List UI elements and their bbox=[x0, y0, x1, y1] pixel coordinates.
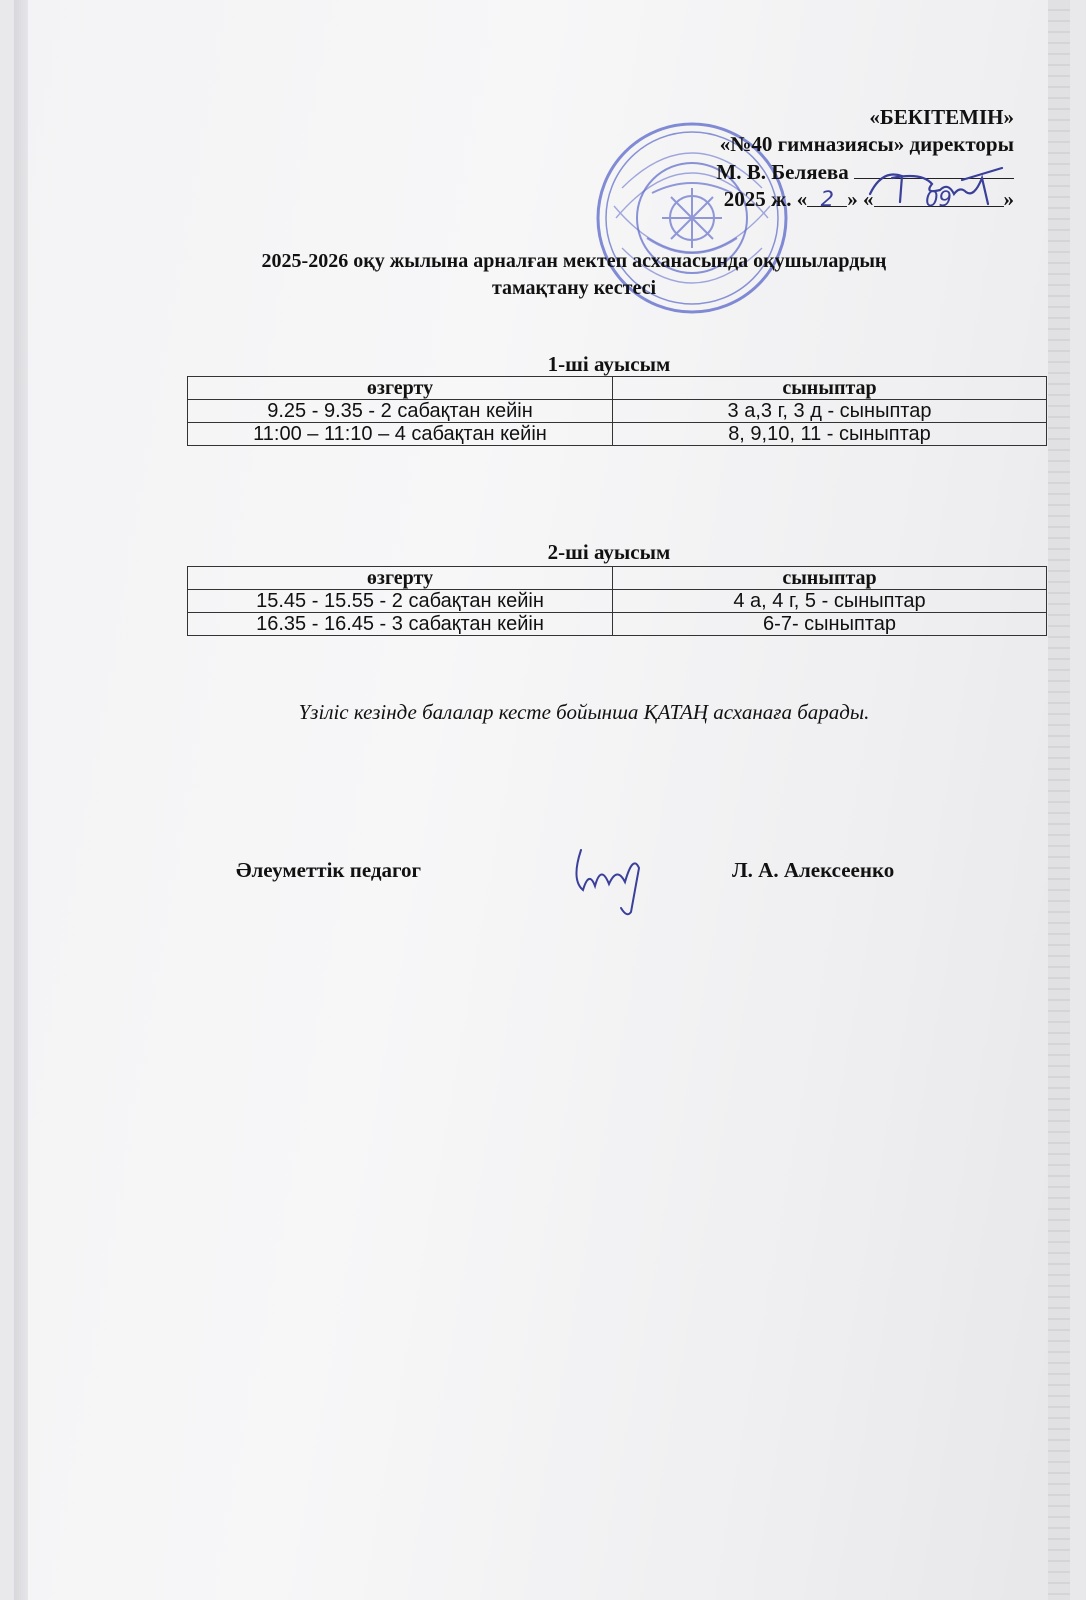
cell-classes: 4 а, 4 г, 5 - сыныптар bbox=[613, 590, 1047, 613]
date-month: 09 bbox=[874, 186, 1004, 207]
cell-time: 9.25 - 9.35 - 2 сабақтан кейін bbox=[188, 400, 613, 423]
director-signature bbox=[862, 164, 1012, 214]
document-title bbox=[134, 248, 1014, 302]
cell-classes: 3 а,3 г, 3 д - сыныптар bbox=[613, 400, 1047, 423]
shift2-table bbox=[187, 566, 1047, 636]
shift1-title: 1-ші ауысым bbox=[547, 352, 671, 376]
page-edge-left bbox=[14, 0, 28, 1600]
table-header-row bbox=[188, 567, 1047, 590]
cell-time: 11:00 – 11:10 – 4 сабақтан кейін bbox=[188, 423, 613, 446]
date-mid: » « bbox=[847, 187, 874, 211]
cell-classes: 6-7- сыныптар bbox=[613, 613, 1047, 636]
cell-time: 15.45 - 15.55 - 2 сабақтан кейін bbox=[188, 590, 613, 613]
title-line-2: тамақтану кестесі bbox=[491, 277, 657, 299]
header-classes: сыныптар bbox=[613, 377, 1047, 400]
header-time: өзгерту bbox=[188, 567, 613, 590]
pedagog-signature bbox=[569, 840, 659, 920]
shift1-table bbox=[187, 376, 1047, 446]
table-row bbox=[188, 400, 1047, 423]
footer-name: Л. А. Алексеенко bbox=[732, 858, 895, 882]
document-page bbox=[14, 0, 1070, 1600]
table-row bbox=[188, 613, 1047, 636]
footer-role: Әлеуметтік педагог bbox=[236, 858, 422, 882]
title-line-1: 2025-2026 оқу жылына арналған мектеп асханасында оқушылардың bbox=[261, 250, 887, 272]
date-prefix: 2025 ж. « bbox=[723, 187, 808, 211]
cell-time: 16.35 - 16.45 - 3 сабақтан кейін bbox=[188, 613, 613, 636]
approval-heading: «БЕКІТЕМІН» bbox=[869, 105, 1014, 129]
cell-classes: 8, 9,10, 11 - сыныптар bbox=[613, 423, 1047, 446]
table-row bbox=[188, 423, 1047, 446]
table-row bbox=[188, 590, 1047, 613]
page-edge-right bbox=[1048, 0, 1070, 1600]
date-day: 2 bbox=[807, 186, 847, 207]
cafeteria-note: Үзіліс кезінде балалар кесте бойынша ҚАТАҢ асханаға барады. bbox=[298, 700, 870, 724]
approval-position: «№40 гимназиясы» директоры bbox=[719, 132, 1014, 156]
shift2-title: 2-ші ауысым bbox=[547, 540, 671, 564]
header-time: өзгерту bbox=[188, 377, 613, 400]
header-classes: сыныптар bbox=[613, 567, 1047, 590]
table-header-row bbox=[188, 377, 1047, 400]
date-suffix: » bbox=[1003, 187, 1014, 211]
director-name: М. В. Беляева bbox=[716, 160, 849, 184]
